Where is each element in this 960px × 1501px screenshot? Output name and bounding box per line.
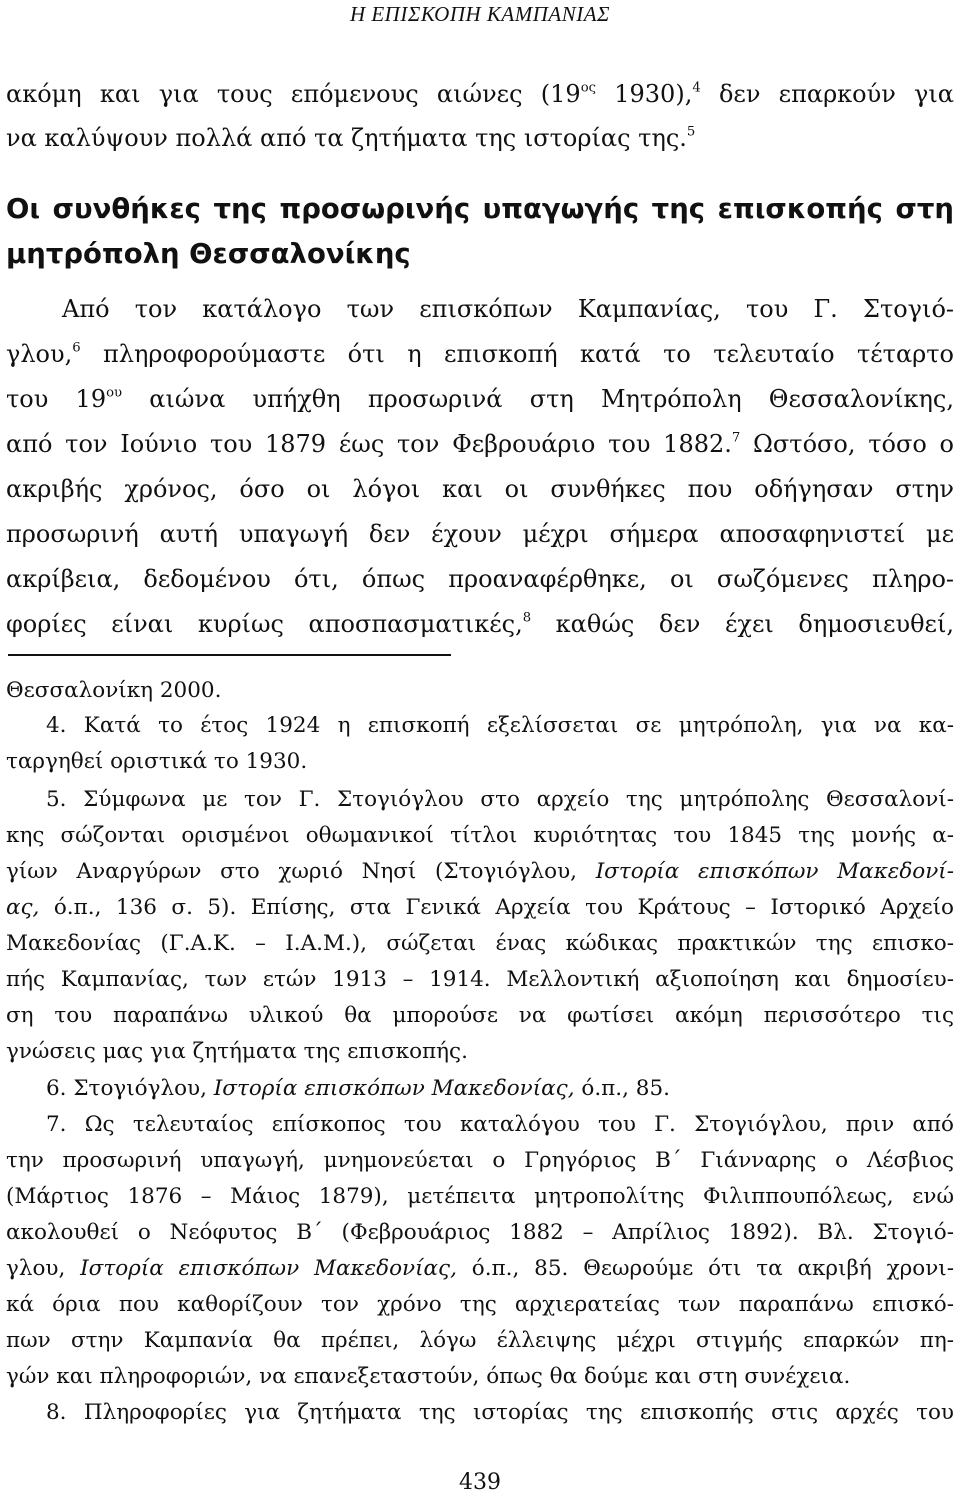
footnote-line: πων στην Καμπανία θα πρέπει, λόγω έλλειψης μέχρι στιγμής επαρκών πη- [6, 1328, 954, 1353]
superscript: ου [106, 385, 123, 401]
body-line: από τον Ιούνιο του 1879 έως τον Φεβρουάριο του 1882.$^7$ Ωστόσο, τόσο ο [6, 430, 954, 458]
body-line: γλου,$^6$ πληροφορούμαστε ότι η επισκοπή κατά το τελευταίο τέταρτο [6, 340, 954, 368]
footnote-line: Μακεδονίας (Γ.Α.Κ. – Ι.Α.Μ.), σώζεται ένας κώδικας πρακτικών της επισκο- [6, 931, 954, 956]
footnote-separator [8, 654, 451, 656]
footnote-ref: 6 [72, 340, 81, 356]
footnote-line: 7. Ως τελευταίος επίσκοπος του καταλόγου του Γ. Στογιόγλου, πριν από [46, 1112, 954, 1137]
footnote-line: κά όρια που καθορίζουν τον χρόνο της αρχιερατείας των παραπάνω επισκό- [6, 1292, 954, 1317]
footnote-ref: 7 [731, 430, 741, 446]
footnote-line: ας, ό.π., 136 σ. 5). Επίσης, στα Γενικά Αρχεία του Κράτους – Ιστορικό Αρχείο [6, 895, 954, 920]
footnote-line: 6. Στογιόγλου, Ιστορία επισκόπων Μακεδονίας, ό.π., 85. [46, 1076, 670, 1101]
body-line: ακρίβεια, δεδομένου ότι, όπως προαναφέρθηκε, οι σωζόμενες πληρο- [6, 565, 954, 593]
footnote-line: πής Καμπανίας, των ετών 1913 – 1914. Μελλοντική αξιοποίηση και δημοσίευ- [6, 967, 954, 992]
running-header: Η ΕΠΙΣΚΟΠΗ ΚΑΜΠΑΝΙΑΣ [349, 2, 611, 26]
body-line: ακόμη και για τους επόμενους αιώνες ($19^{o\varsigma}$ 1930),$^4$ δεν επαρκούν για [6, 80, 955, 108]
footnote-line: 5. Σύμφωνα με τον Γ. Στογιόγλου στο αρχείο της μητρόπολης Θεσσαλονί- [46, 787, 954, 812]
body-line: Από τον κατάλογο των επισκόπων Καμπανίας, του Γ. Στογιό- [62, 295, 954, 323]
footnote-line: γνώσεις μας για ζητήματα της επισκοπής. [6, 1039, 468, 1064]
footnote-line: ση του παραπάνω υλικού θα μπορούσε να φωτίσει ακόμη περισσότερο τις [6, 1003, 954, 1028]
footnote-line: 8. Πληροφορίες για ζητήματα της ιστορίας της επισκοπής στις αρχές του [46, 1400, 954, 1425]
section-heading: μητρόπολη Θεσσαλονίκης [6, 238, 411, 270]
footnote-line: γίων Αναργύρων στο χωριό Νησί (Στογιόγλου, Ιστορία επισκόπων Μακεδονί- [6, 859, 954, 884]
footnote-line: γλου, Ιστορία επισκόπων Μακεδονίας, ό.π., 85. Θεωρούμε ότι τα ακριβή χρονι- [6, 1256, 954, 1281]
footnote-ref: 8 [522, 610, 532, 626]
footnote-line: 4. Κατά το έτος 1924 η επισκοπή εξελίσσεται σε μητρόπολη, για να κα- [46, 713, 954, 738]
body-line: του $19^{o\upsilon}$ αιώνα υπήχθη προσωρινά στη Μητρόπολη Θεσσαλονίκης, [6, 385, 954, 413]
body-line: ακριβής χρόνος, όσο οι λόγοι και οι συνθήκες που οδήγησαν στην [6, 475, 954, 503]
footnote-line: την προσωρινή υπαγωγή, μνημονεύεται ο Γρηγόριος Β΄ Γιάνναρης ο Λέσβιος [6, 1148, 954, 1173]
body-line: προσωρινή αυτή υπαγωγή δεν έχουν μέχρι σήμερα αποσαφηνιστεί με [6, 520, 954, 548]
footnote-line: γών και πληροφοριών, να επανεξεταστούν, όπως θα δούμε και στη συνέχεια. [6, 1364, 851, 1389]
body-line: φορίες είναι κυρίως αποσπασματικές,$^8$ καθώς δεν έχει δημοσιευθεί, [6, 610, 954, 638]
superscript: ος [580, 80, 597, 96]
footnote-line: Θεσσαλονίκη 2000. [6, 678, 222, 703]
body-line: να καλύψουν πολλά από τα ζητήματα της ιστορίας της.$^5$ [6, 124, 696, 152]
page-number: 439 [459, 1470, 501, 1495]
footnote-line: κης σώζονται ορισμένοι οθωμανικοί τίτλοι κυριότητας του 1845 της μονής α- [6, 823, 954, 848]
section-heading: Οι συνθήκες της προσωρινής υπαγωγής της επισκοπής στη [6, 193, 954, 225]
footnote-ref: 5 [686, 124, 696, 140]
footnote-line: (Μάρτιος 1876 – Μάιος 1879), μετέπειτα μητροπολίτης Φιλιππουπόλεως, ενώ [6, 1184, 954, 1209]
footnote-ref: 4 [692, 80, 701, 96]
footnote-line: ακολουθεί ο Νεόφυτος Β΄ (Φεβρουάριος 1882 – Απρίλιος 1892). Βλ. Στογιό- [6, 1220, 954, 1245]
footnote-line: ταργηθεί οριστικά το 1930. [6, 749, 308, 774]
